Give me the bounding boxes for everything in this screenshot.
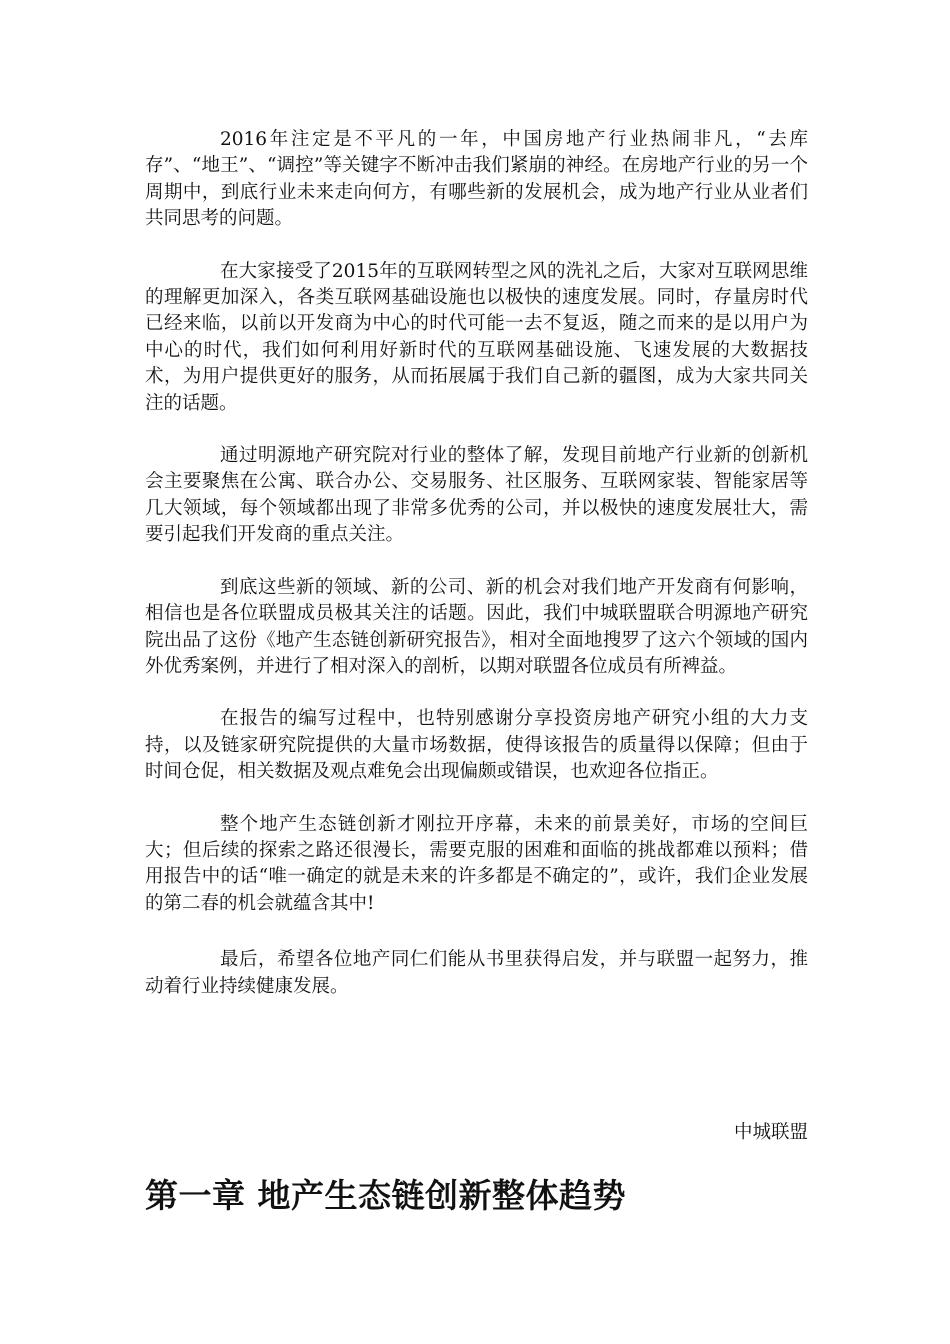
paragraph-spacer: [145, 233, 808, 259]
paragraph-spacer: [145, 917, 808, 947]
paragraph-6: 整个地产生态链创新才刚拉开序幕，未来的前景美好，市场的空间巨大；但后续的探索之路还很漫长，需要克服的困难和面临的挑战都难以预料；借用报告中的话“唯一确定的就是未来的许多都是不确定的”，或许，我们企业发展的第二春的机会就蕴含其中!: [145, 813, 808, 914]
paragraph-spacer: [145, 786, 808, 812]
paragraph-3: 通过明源地产研究院对行业的整体了解，发现目前地产行业新的创新机会主要聚焦在公寓、联合办公、交易服务、社区服务、互联网家装、智能家居等几大领域，每个领域都出现了非常多优秀的公司，并以极快的速度发展壮大，需要引起我们开发商的重点关注。: [145, 445, 808, 546]
paragraph-spacer: [145, 417, 808, 443]
signature: 中城联盟: [733, 1122, 808, 1143]
paragraph-2: 在大家接受了2015年的互联网转型之风的洗礼之后，大家对互联网思维的理解更加深入，各类互联网基础设施也以极快的速度发展。同时，存量房时代已经来临，以前以开发商为中心的时代可能一去不复返，随之而来的是以用户为中心的时代，我们如何利用好新时代的互联网基础设施、飞速发展的大数据技术，为用户提供更好的服务，从而拓展属于我们自己新的疆图，成为大家共同关注的话题。: [145, 260, 808, 414]
paragraph-7: 最后，希望各位地产同仁们能从书里获得启发，并与联盟一起努力，推动着行业持续健康发展。: [145, 949, 808, 997]
paragraph-5: 在报告的编写过程中，也特别感谢分享投资房地产研究小组的大力支持，以及链家研究院提供的大量市场数据，使得该报告的质量得以保障；但由于时间仓促，相关数据及观点难免会出现偏颇或错误，也欢迎各位指正。: [145, 708, 808, 783]
paragraph-spacer: [145, 680, 808, 706]
paragraph-4: 到底这些新的领域、新的公司、新的机会对我们地产开发商有何影响，相信也是各位联盟成员极其关注的话题。因此，我们中城联盟联合明源地产研究院出品了这份《地产生态链创新研究报告》，相对全面地搜罗了这六个领域的国内外优秀案例，并进行了相对深入的剖析，以期对联盟各位成员有所裨益。: [145, 576, 808, 677]
document-body: [145, 120, 808, 1000]
paragraph-spacer: [145, 549, 808, 575]
paragraph-1: 2016年注定是不平凡的一年，中国房地产行业热闹非凡，“去库存”、“地王”、“调控”等关键字不断冲击我们紧崩的神经。在房地产行业的另一个周期中，到底行业未来走向何方，有哪些新的发展机会，成为地产行业从业者们共同思考的问题。: [145, 129, 808, 230]
chapter-title: 第一章 地产生态链创新整体趋势: [145, 1176, 626, 1215]
